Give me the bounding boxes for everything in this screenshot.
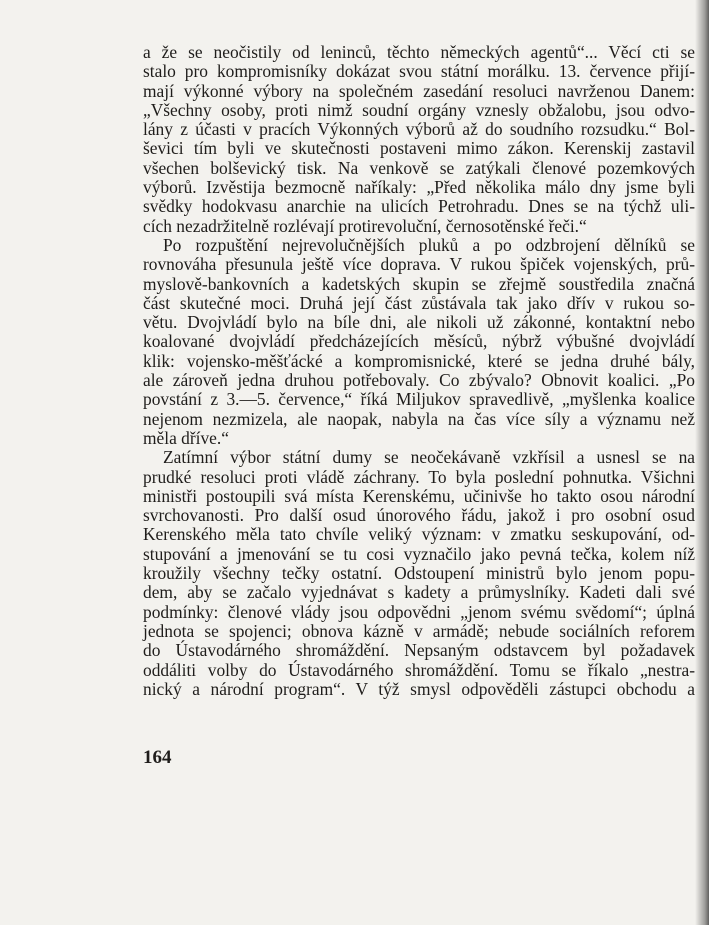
page-edge-shadow <box>695 0 709 925</box>
text-line: kroužily všechny tečky ostatní. Odstoupení ministrů bylo jenom popu- <box>143 563 695 584</box>
text-line: prudké resoluci proti vládě záchrany. To byla poslední pohnutka. Všichni <box>143 466 695 487</box>
text-line: svrchovanosti. Pro další osud únorového řádu, jakož i pro osobní osud <box>143 505 695 526</box>
text-line: do Ústavodárného shromáždění. Nepsaným odstavcem byl požadavek <box>143 640 695 661</box>
text-line: cích nezadržitelně rozlévají protirevoluční, černosotěnské řeči.“ <box>143 215 587 236</box>
text-line: výborů. Izvěstija bezmocně naříkaly: „Před několika málo dny jsme byli <box>143 177 695 198</box>
text-line: podmínky: členové vlády jsou odpovědni „jenom svému svědomí“; úplná <box>143 601 695 622</box>
text-line: stalo pro kompromisníky dokázat svou státní morálku. 13. července přijí- <box>143 61 695 82</box>
text-line: ševici tím byli ve skutečnosti postaveni mimo zákon. Kerenskij zastavil <box>143 138 695 159</box>
text-line: dem, aby se začalo vyjednávat s kadety a průmyslníky. Kadeti dali své <box>143 582 695 603</box>
text-line: Kerenského měla tato chvíle veliký význam: v zmatku seskupování, od- <box>143 524 695 545</box>
text-line: „Všechny osoby, proti nimž soudní orgány vznesly obžalobu, jsou odvo- <box>143 99 695 120</box>
text-line: klik: vojensko-měšťácké a kompromisnické, které se jedna druhé bály, <box>143 350 695 371</box>
text-line: a že se neočistily od leninců, těchto německých agentů“... Věcí cti se <box>143 42 695 62</box>
text-line: svědky hodokvasu anarchie na ulicích Petrohradu. Dnes se na týchž uli- <box>143 196 695 217</box>
text-line: povstání z 3.—5. července,“ říká Miljukov spravedlivě, „myšlenka koalice <box>143 389 695 410</box>
text-line: mají výkonné výbory na společném zasedání resoluci navrženou Danem: <box>143 80 695 101</box>
text-line: ale zároveň jedna druhou potřebovaly. Co zbývalo? Obnovit koalici. „Po <box>143 370 695 391</box>
text-line: nický a národní program“. V týž smysl odpověděli zástupci obchodu a <box>143 678 695 699</box>
text-line: nejenom nezmizela, ale naopak, nabyla na čas více síly a významu než <box>143 408 695 429</box>
text-line: jednota se spojenci; obnova kázně v armádě; nebude sociálních reforem <box>143 620 695 641</box>
text-line: myslově-bankovních a kadetských skupin se zřejmě soustředila značná <box>143 273 695 294</box>
text-line: ministři postoupili svá místa Kerenskému, učinivše ho takto osou národní <box>143 485 695 506</box>
text-line: větu. Dvojvládí bylo na bíle dni, ale nikoli už zákonné, kontaktní nebo <box>143 312 695 333</box>
text-line: rovnováha přesunula ještě více doprava. V rukou špiček vojenských, prů- <box>143 254 695 275</box>
text-line: Zatímní výbor státní dumy se neočekávaně vzkřísil a usnesl se na <box>163 447 695 468</box>
text-line: stupování a jmenování se tu cosi vyznačilo jako pevná tečka, kolem níž <box>143 543 695 564</box>
text-line: všechen bolševický tisk. Na venkově se zatýkali členové pozemkových <box>143 157 695 178</box>
text-line: koalované dvojvládí předcházejících měsíců, nýbrž výbušné dvojvládí <box>143 331 695 352</box>
text-line: měla dříve.“ <box>143 427 229 448</box>
body-text <box>143 43 695 699</box>
text-line: Po rozpuštění nejrevolučnějších pluků a po odzbrojení dělníků se <box>163 234 695 255</box>
page-number: 164 <box>143 747 172 768</box>
text-line: lány z účasti v pracích Výkonných výborů až do soudního rozsudku.“ Bol- <box>143 119 695 140</box>
text-line: oddáliti volby do Ústavodárného shromáždění. Tomu se říkalo „nestra- <box>143 659 695 680</box>
text-line: část skutečné moci. Druhá její část zůstávala tak jako dřív v rukou so- <box>143 292 695 313</box>
